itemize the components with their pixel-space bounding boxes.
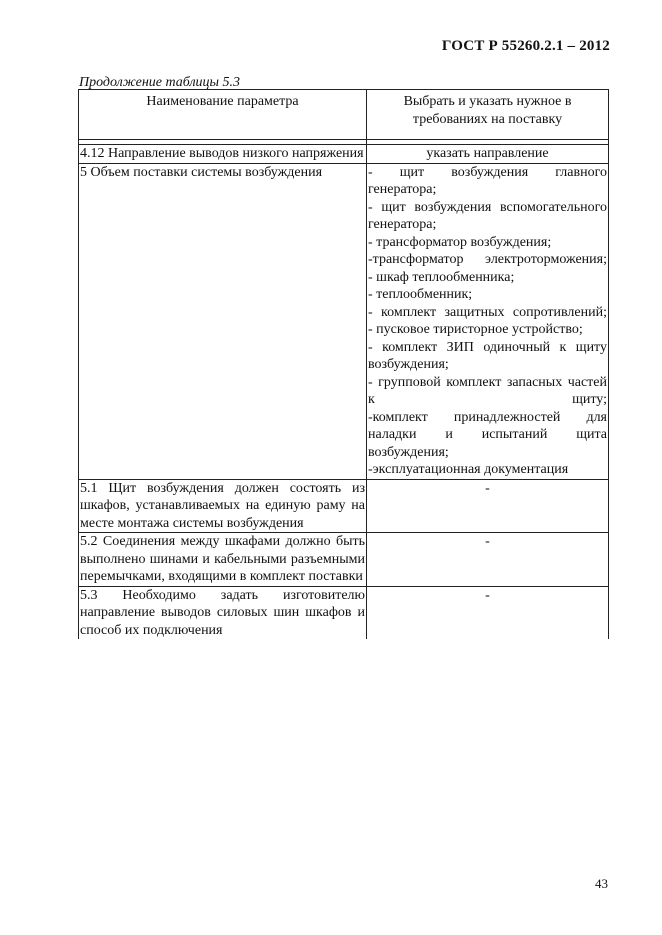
table-caption: Продолжение таблицы 5.3 [79,75,241,90]
parameter-cell: 5 Объем поставки системы возбуждения [79,163,367,479]
requirement-cell: - [367,479,609,533]
parameter-cell: 5.1 Щит возбуждения должен состоять из шкафов, устанавливаемых на единую раму на месте монтажа системы возбуждения [80,480,365,531]
page-number: 43 [595,876,608,891]
parameter-cell: 5.3 Необходимо задать изготовителю направление выводов силовых шин шкафов и способ их подключения [80,587,365,638]
parameter-cell: 5.2 Соединения между шкафами должно быть выполнено шинами и кабельными разъемными перемычками, входящими в комплект поставки [80,534,365,584]
list-item: - комплект ЗИП одиночный к щиту возбуждения; [368,339,607,372]
list-item: - групповой комплект запасных частей к щиту; [368,374,607,407]
requirement-cell: - [367,533,609,587]
table-row [79,145,609,164]
list-item: - пусковое тиристорное устройство; [368,322,583,337]
list-item: -комплект принадлежностей для наладки и испытаний щита возбуждения; [368,409,607,460]
requirement-cell: указать направление [367,145,609,164]
standard-code-header: ГОСТ Р 55260.2.1 – 2012 [441,38,610,54]
column-header-requirement: Выбрать и указать нужное в требованиях на поставку [367,90,609,140]
list-item: -трансформатор электроторможения; [368,252,607,267]
list-item: - теплообменник; [368,287,473,302]
list-item: -эксплуатационная документация [368,462,569,477]
list-item: - комплект защитных сопротивлений; [368,304,607,320]
table-header-row [79,90,609,140]
requirement-cell: - [367,586,609,639]
list-item: - трансформатор возбуждения; [368,234,552,250]
table-row [79,163,609,479]
supply-scope-list [367,163,609,479]
parameter-cell: 4.12 Направление выводов низкого напряжения [79,145,367,164]
table-row [79,533,609,587]
list-item: - шкаф теплообменника; [368,269,515,285]
list-item: - щит возбуждения главного генератора; [368,164,607,197]
table-row [79,479,609,533]
parameters-table [78,89,609,639]
column-header-parameter: Наименование параметра [79,90,367,140]
list-item: - щит возбуждения вспомогательного генератора; [368,199,607,232]
table-row [79,586,609,639]
